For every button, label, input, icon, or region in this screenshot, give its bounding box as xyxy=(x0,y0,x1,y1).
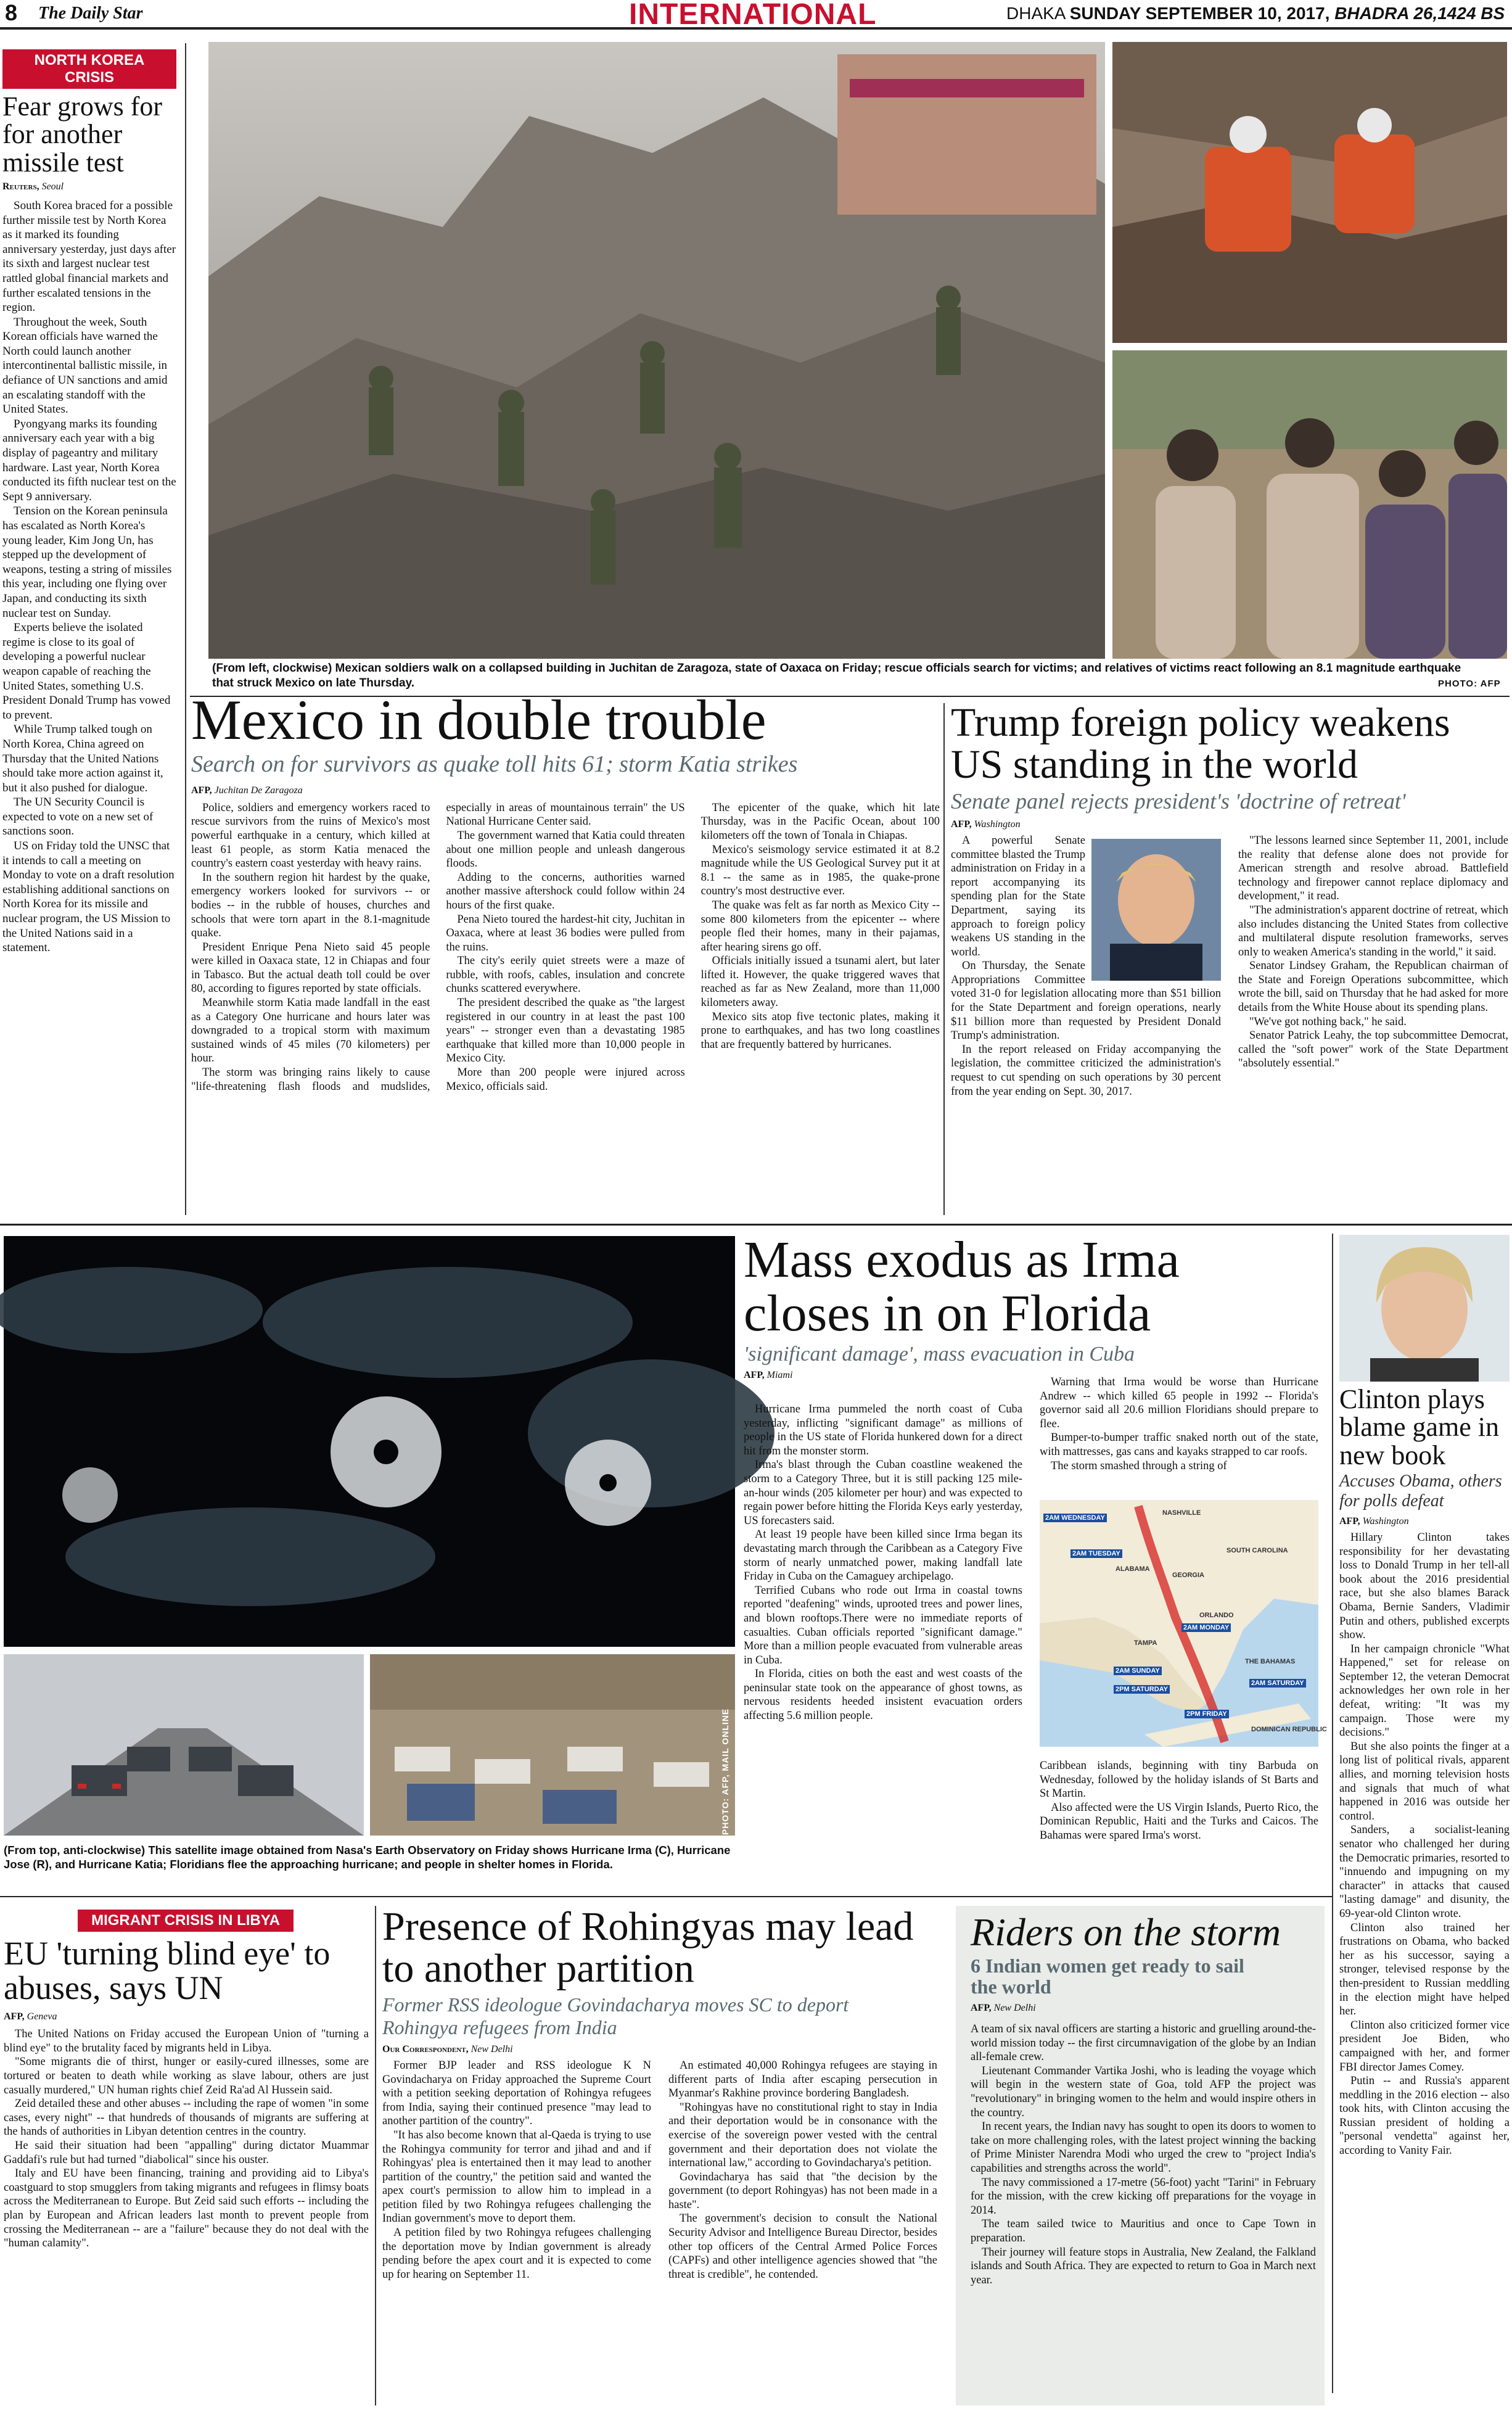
paragraph: The president described the quake as "the largest registered in our country in at least the past 100 years" -- stronger even than a devastating 1985 earthquake that killed more than 10,000 people in Mexico City. xyxy=(446,997,685,1065)
dateline xyxy=(1006,4,1505,23)
story-kicker: MIGRANT CRISIS IN LIBYA xyxy=(78,1910,294,1932)
paragraph: Their journey will feature stops in Australia, New Zealand, the Falkland islands and South Africa. They are expected to return to Goa in March next year. xyxy=(971,2246,1316,2286)
irma-photo-caption: (From top, anti-clockwise) This satellite image obtained from Nasa's Earth Observatory on Friday shows Hurricane Irma (C), Hurricane Jose (R), and Hurricane Katia; Floridians flee the approaching hurricane; and people in shelter homes in Florida. xyxy=(4,1844,731,1871)
paragraph: Clinton also criticized former vice president Joe Biden, who campaigned with her, and former FBI director James Comey. xyxy=(1339,2019,1510,2074)
paragraph: Bumper-to-bumper traffic snaked north out of the state, with mattresses, gas cans and kayaks strapped to car roofs. xyxy=(1040,1432,1318,1458)
dateline-city: DHAKA xyxy=(1006,4,1065,23)
map-label: 2AM TUESDAY xyxy=(1070,1549,1122,1558)
section-title: INTERNATIONAL xyxy=(629,0,877,31)
story-deck: Former RSS ideologue Govindacharya moves SC to deport Rohingya refugees from India xyxy=(382,1993,849,2038)
map-label: SOUTH CAROLINA xyxy=(1226,1547,1288,1554)
story-byline: AFP, Miami xyxy=(744,1370,793,1381)
shelter-home-photo xyxy=(370,1654,735,1836)
paragraph: But she also points the finger at a long list of political rivals, apparent allies, and morning television hosts and signals that much of what happened in 2016 was outside her control. xyxy=(1339,1740,1510,1823)
story-body xyxy=(951,834,1508,1216)
paragraph: Irma's blast through the Cuban coastline weakened the storm to a Category Three, but it is still packing 125 mile-an-hour winds (205 kilometer per hour) and was expected to regain power before hitting the Florida Keys early yesterday, US forecasters said. xyxy=(744,1459,1022,1527)
story-headline: Fear grows for for another missile test xyxy=(2,91,163,178)
paragraph: South Korea braced for a possible further missile test by North Korea as it marked its founding anniversary yesterday, just days after its sixth and largest nuclear test rattled global financial markets and further escalated tensions in the region. xyxy=(2,199,176,315)
paragraph: The storm was bringing rains likely to cause "life-threatening flash floods and mudslides, especially in areas of mountainous terrain" the US National Hurricane Center said. xyxy=(191,801,685,1093)
map-label: GEORGIA xyxy=(1172,1572,1204,1579)
story-byline: AFP, New Delhi xyxy=(971,2003,1036,2013)
irma-body-col1 xyxy=(744,1403,1022,1890)
dateline-bangla-date: BHADRA 26,1424 BS xyxy=(1334,4,1505,23)
paragraph: Also affected were the US Virgin Islands, Puerto Rico, the Dominican Republic, Haiti and the Turks and Caicos. The Bahamas were spared Irma's worst. xyxy=(1040,1801,1318,1842)
paragraph: Former BJP leader and RSS ideologue K N Govindacharya on Friday approached the Supreme Court with a petition seeking deportation of Rohingya refugees from India, saying their continued presence "may lead to another partition of the country". xyxy=(382,2059,651,2128)
paragraph: Sanders, a socialist-leaning senator who challenged her during the Democratic primaries, resorted to "innuendo and impugning on my character" in attacks that caused "lasting damage" and disunity, the 69-year-old Clinton wrote. xyxy=(1339,1824,1510,1920)
paragraph: Zeid detailed these and other abuses -- including the rape of women "in some cases, every night" -- that hundreds of thousands of migrants are suffering at the hands of authorities in Libyan detention centres in the country. xyxy=(4,2098,369,2138)
hurricane-satellite-image xyxy=(4,1236,735,1647)
story-byline: AFP, Geneva xyxy=(4,2011,57,2022)
story-headline: Clinton plays blame game in new book xyxy=(1339,1384,1500,1470)
paragraph: A petition filed by two Rohingya refugees challenging the deportation move by Indian government is already pending before the apex court and it is expected to come up for hearing on September 11. xyxy=(382,2227,651,2281)
story-byline: AFP, Washington xyxy=(951,818,1021,830)
story-byline: Our Correspondent, New Delhi xyxy=(382,2043,513,2055)
section-rule xyxy=(0,1896,1332,1897)
mexico-photo-caption: (From left, clockwise) Mexican soldiers walk on a collapsed building in Juchitan de Zaragoza, state of Oaxaca on Friday; rescue officials search for victims; and relatives of victims react following an 8.1 magnitude earthquake that struck Mexico on late Thursday. xyxy=(212,662,1461,690)
column-rule xyxy=(1332,1234,1333,2393)
paragraph: President Enrique Pena Nieto said 45 people were killed in Oaxaca state, 12 in Chiapas and four in Tabasco. But the actual death toll could be over 80, according to figures reported by state officials. xyxy=(191,941,430,995)
paragraph: Caribbean islands, beginning with tiny Barbuda on Wednesday, followed by the holiday islands of St Barts and St Martin. xyxy=(1040,1760,1318,1800)
paragraph: In recent years, the Indian navy has sought to open its doors to women to take on more challenging roles, with the latest project winning the backing of Prime Minister Narendra Modi who urged the crew to "project India's capabilities and strengths across the world". xyxy=(971,2120,1316,2175)
paragraph: Officials initially issued a tsunami alert, but later lifted it. However, the quake triggered waves that reached as far as New Zealand, more than 11,000 kilometers away. xyxy=(701,955,940,1010)
story-deck: 6 Indian women get ready to sail the world xyxy=(971,1954,1244,1998)
paragraph: Meanwhile storm Katia made landfall in the east as a Category One hurricane and hours later was downgraded to a tropical storm with maximum sustained winds of 45 miles (70 kilometers) per hour. xyxy=(191,997,430,1065)
paragraph: Mexico sits atop five tectonic plates, making it prone to earthquakes, and has two long coastlines that are frequently battered by hurricanes. xyxy=(701,1010,940,1051)
irma-body-col2-bottom xyxy=(1040,1759,1318,1889)
paragraph: A powerful Senate committee blasted the Trump administration on Friday in a report accompanying its spending plan for the State Department, saying its approach to foreign policy weakens US standing in the world. xyxy=(951,834,1085,958)
riders-story xyxy=(956,1906,1325,2405)
column-rule xyxy=(943,703,945,1215)
map-label: 2AM MONDAY xyxy=(1181,1623,1231,1632)
section-rule xyxy=(0,1224,1512,1226)
paragraph: The navy commissioned a 17-metre (56-foot) yacht "Tarini" in February for the mission, with the crew kicking off preparations for the voyage in 2014. xyxy=(971,2176,1316,2217)
story-body xyxy=(382,2059,937,2404)
map-label: NASHVILLE xyxy=(1162,1509,1201,1517)
paragraph: Tension on the Korean peninsula has escalated as North Korea's young leader, Kim Jong Un, has stepped up the development of weapons, testing a string of missiles this year, including one flying over Japan, and conducting its sixth nuclear test on Sunday. xyxy=(2,505,172,620)
paragraph: Adding to the concerns, authorities warned another massive aftershock could follow within 24 hours of the first quake. xyxy=(446,871,685,912)
paragraph: Pena Nieto toured the hardest-hit city, Juchitan in Oaxaca, where at least 36 bodies were pulled from the ruins. xyxy=(446,913,685,954)
paragraph: "Some migrants die of thirst, hunger or easily-cured illnesses, some are tortured or beaten to death while working as slave labour, others are just casually murdered," UN human rights chief Zeid Ra'ad Al Hussein said. xyxy=(4,2056,369,2096)
column-rule xyxy=(185,43,186,1215)
story-deck: Senate panel rejects president's 'doctrine of retreat' xyxy=(951,788,1406,814)
story-body xyxy=(2,199,176,955)
paper-logo: The Daily Star xyxy=(38,4,143,23)
paragraph: The government warned that Katia could threaten about one million people and unleash dangerous floods. xyxy=(446,829,685,870)
paragraph: Putin -- and Russia's apparent meddling in the 2016 election -- also took hits, with Clinton accusing the Russian president of holding a "personal vendetta" against her, according to Vanity Fair. xyxy=(1339,2075,1510,2158)
map-label: TAMPA xyxy=(1134,1639,1157,1647)
paragraph: In the report released on Friday accompanying the legislation, the committee criticized the administration's request to cut spending on such operations by 30 percent from the year ending on Sept. 30, 2017. xyxy=(951,1043,1221,1098)
map-label: DOMINICAN REPUBLIC xyxy=(1251,1726,1327,1733)
irma-body-col2-top xyxy=(1040,1375,1318,1499)
paragraph: Terrified Cubans who rode out Irma in coastal towns reported "deafening" winds, uprooted trees and power lines, and blown rooftops.There were no immediate reports of casualties. Cuban officials reported "significant damage." More than a million people evacuated from vulnerable areas in Cuba. xyxy=(744,1584,1022,1667)
story-headline: Riders on the storm xyxy=(971,1910,1281,1954)
libya-story xyxy=(4,1910,369,2403)
paragraph: Lieutenant Commander Vartika Joshi, who is leading the voyage which will begin in the western state of Goa, told AFP the project was "revolutionary" in bringing women to the helm and would inspire others in the country. xyxy=(971,2064,1316,2119)
paragraph: While Trump talked tough on North Korea, China agreed on Thursday that the United Nations should take more action against it, but it also pushed for dialogue. xyxy=(2,723,163,794)
paragraph: A team of six naval officers are starting a historic and gruelling around-the-world mission today -- the first circumnavigation of the globe by an Indian all-female crew. xyxy=(971,2023,1316,2064)
page-number: 8 xyxy=(5,0,18,25)
paragraph: At least 19 people have been killed since Irma began its devastating march through the Caribbean as a Category Five storm of nearly unmatched power, making landfall late Friday in Cuba on the Camaguey archipelago. xyxy=(744,1528,1022,1583)
paragraph: US on Friday told the UNSC that it intends to call a meeting on Monday to vote on a draft resolution establishing additional sanctions on North Korea for its missile and nuclear program, the US Mission to the United Nations said in a statement. xyxy=(2,839,175,955)
paragraph: "It has also become known that al-Qaeda is trying to use the Rohingya community for terror and jihad and and if Rohingyas' plea is entertained then it may lead to another partition of the country," the petition said and wanted the apex court's permission to allow him to implead in a petition filed by two Rohingya refugees challenging the Indian government's move to deport them. xyxy=(382,2129,651,2225)
story-headline: EU 'turning blind eye' to abuses, says UN xyxy=(4,1935,331,2006)
paragraph: The quake was felt as far north as Mexico City -- some 800 kilometers from the epicenter -- where people fled their homes, many in their pajamas, after hearing sirens go off. xyxy=(701,899,940,954)
paragraph: Warning that Irma would be worse than Hurricane Andrew -- which killed 65 people in 1992 -- Florida's governor said all 20.6 million Floridians should prepare to flee. xyxy=(1040,1376,1318,1430)
story-byline: Reuters, Seoul xyxy=(2,181,64,192)
map-label: 2AM SATURDAY xyxy=(1249,1679,1306,1688)
photo-credit: PHOTO: AFP, MAIL ONLINE xyxy=(720,1708,730,1835)
story-byline: AFP, Juchitan De Zaragoza xyxy=(191,785,303,796)
paragraph: The government's decision to consult the National Security Advisor and Intelligence Bureau Director, besides other top officers of the Central Armed Police Forces (CAPFs) and other intelligence agencies showed that "the threat is credible", he contended. xyxy=(668,2212,937,2281)
story-headline: Mexico in double trouble xyxy=(191,688,766,751)
trump-story xyxy=(951,702,1508,1220)
paragraph: Police, soldiers and emergency workers raced to rescue survivors from the ruins of Mexico's most powerful earthquake in a century, which killed at least 61 people, as storm Katia menaced the country's eastern coast yesterday with heavy rains. xyxy=(191,801,430,870)
paragraph: Italy and EU have been financing, training and providing aid to Libya's coastguard to stop smugglers from taking migrants and refugees in flimsy boats across the Mediterranean to Europe. But Zeid said such efforts -- including the plan by European and African leaders last month to prevent people from crossing the Mediterranean -- are a "failure" because they do not deal with the "human calamity". xyxy=(4,2167,369,2250)
soldiers-rubble-photo xyxy=(208,42,1105,659)
paragraph: Mexico's seismology service estimated it at 8.2 magnitude while the US Geological Survey put it at 8.1 -- the same as in 1985, the quake-prone country's most destructive ever. xyxy=(701,843,940,898)
photo-credit: PHOTO: AFP xyxy=(1438,678,1501,689)
paragraph: Throughout the week, South Korean officials have warned the North could launch another intercontinental ballistic missile, in defiance of UN sanctions and amid an escalating standoff with the United States. xyxy=(2,315,168,416)
map-label: ALABAMA xyxy=(1116,1565,1150,1573)
paragraph: The United Nations on Friday accused the European Union of "turning a blind eye" to the brutality faced by migrants held in Libya. xyxy=(4,2028,369,2055)
masthead xyxy=(0,0,1512,30)
paragraph: "The administration's apparent doctrine of retreat, which also includes distancing the United States from collective and multilateral dispute resolution frameworks, serves only to weaken America's standing in the world," it said. xyxy=(1238,904,1508,958)
story-headline: Presence of Rohingyas may lead to another partition xyxy=(382,1904,914,1991)
paragraph: An estimated 40,000 Rohingya refugees are staying in different parts of India after escaping persecution in Myanmar's Rakhine province bordering Bangladesh. xyxy=(668,2059,937,2100)
paragraph: The team sailed twice to Mauritius and once to Cape Town in preparation. xyxy=(971,2218,1316,2244)
paragraph: Senator Patrick Leahy, the top subcommittee Democrat, called the "soft power" work of the State Department "absolutely essential." xyxy=(1238,1029,1508,1070)
paragraph: The storm smashed through a string of xyxy=(1051,1459,1227,1472)
paragraph: Hillary Clinton takes responsibility for her devastating loss to Donald Trump in her tell-all book about the 2016 presidential race, but she also blames Barack Obama, Bernie Sanders, Vladimir Putin and others, published excerpts show. xyxy=(1339,1531,1510,1642)
story-deck: Accuses Obama, others for polls defeat xyxy=(1339,1471,1502,1510)
dateline-date: SUNDAY SEPTEMBER 10, 2017, xyxy=(1069,4,1330,23)
paragraph: In the southern region hit hardest by the quake, emergency workers looked for survivors -- or bodies -- in the rubble of houses, churches and schools that were torn apart in the 8.1-magnitude quake. xyxy=(191,871,430,940)
story-body xyxy=(4,2027,369,2251)
map-label: 2PM FRIDAY xyxy=(1185,1710,1229,1718)
paragraph: Hurricane Irma pummeled the north coast of Cuba yesterday, inflicting "significant damage" as millions of people in the US state of Florida hunkered down for a direct hit from the monster storm. xyxy=(744,1403,1022,1457)
paragraph: Pyongyang marks its founding anniversary each year with a big display of pageantry and military hardware. Last year, North Korea conducted its fifth nuclear test on the Sept 9 anniversary. xyxy=(2,417,176,503)
column-rule xyxy=(375,1906,376,2405)
paragraph: In Florida, cities on both the east and west coasts of the peninsular state took on the appearance of ghost towns, as nervous residents heeded insistent evacuation orders affecting 5.6 million people. xyxy=(744,1668,1022,1723)
traffic-evacuation-photo xyxy=(4,1654,364,1836)
map-label: 2AM WEDNESDAY xyxy=(1043,1514,1107,1522)
paragraph: "We've got nothing back," he said. xyxy=(1249,1015,1407,1028)
map-label: 2PM SATURDAY xyxy=(1114,1685,1170,1694)
paragraph: Senator Lindsey Graham, the Republican chairman of the State and Foreign Operations subcommittee, which wrote the bill, said on Thursday that he had asked for more details from the White House about its spending plans. xyxy=(1238,960,1508,1015)
paragraph: Govindacharya has said that "the decision by the government (to deport Rohingyas) has not been made in a haste". xyxy=(668,2170,937,2211)
story-body xyxy=(971,2022,1316,2287)
map-label: THE BAHAMAS xyxy=(1245,1658,1296,1665)
story-deck: 'significant damage', mass evacuation in Cuba xyxy=(744,1343,1135,1366)
story-headline: Mass exodus as Irma closes in on Florida xyxy=(744,1231,1180,1342)
paragraph: More than 200 people were injured across Mexico, officials said. xyxy=(446,1066,685,1093)
paragraph: The UN Security Council is expected to vote on a new set of sanctions soon. xyxy=(2,796,154,838)
paragraph: The city's eerily quiet streets were a maze of rubble, with roofs, cables, insulation and concrete chunks scattered everywhere. xyxy=(446,955,685,995)
map-label: ORLANDO xyxy=(1199,1612,1234,1619)
paragraph: In her campaign chronicle "What Happened," set for release on September 12, the veteran Democrat acknowledges her own role in her defeat, writing: "It was my campaign. Those were my decisions." xyxy=(1339,1642,1510,1739)
story-deck: Search on for survivors as quake toll hits 61; storm Katia strikes xyxy=(191,751,798,777)
paragraph: He said their situation had been "appalling" during dictator Muammar Gaddafi's rule but had turned "diabolical" since his ouster. xyxy=(4,2139,369,2166)
story-body xyxy=(191,801,940,1202)
story-kicker: NORTH KOREA CRISIS xyxy=(2,49,176,89)
story-headline: Trump foreign policy weakens US standing in the world xyxy=(951,700,1450,787)
grieving-relatives-photo xyxy=(1112,350,1507,659)
irma-track-map xyxy=(1040,1500,1327,1747)
trump-portrait xyxy=(1091,839,1221,981)
map-label: 2AM SUNDAY xyxy=(1114,1667,1162,1675)
story-body xyxy=(1339,1531,1510,2158)
north-korea-story xyxy=(2,49,176,1197)
mexico-story xyxy=(191,688,940,1221)
rohingya-story xyxy=(382,1906,937,2405)
story-byline: AFP, Washington xyxy=(1339,1515,1409,1527)
paragraph: Clinton also trained her frustrations on Obama, who backed her as his successor, saying a stronger, televised response by the then-president to Russian meddling in the election might have helped her. xyxy=(1339,1921,1510,2018)
paragraph: "The lessons learned since September 11, 2001, include the reality that defense alone does not provide for American strength and resolve abroad. Battlefield technology and firepower cannot replace diplomacy and development," it read. xyxy=(1238,834,1508,903)
paragraph: Experts believe the isolated regime is close to its goal of developing a powerful nuclear weapon capable of reaching the United States, something U.S. President Donald Trump has vowed to prevent. xyxy=(2,621,171,722)
clinton-portrait xyxy=(1339,1235,1510,1382)
rescue-officials-photo xyxy=(1112,42,1507,343)
paragraph: On Thursday, the Senate Appropriations Committee voted 31-0 for legislation allocating more than $51 billion for the State Department and foreign operations, nearly $11 billion more than requested by President Donald Trump's administration. xyxy=(951,960,1221,1042)
paragraph: "Rohingyas have no constitutional right to stay in India and their deportation would be in consonance with the exercise of the sovereign power vested with the central government and their deportation does not violate the international law," according to Govindacharya's petition. xyxy=(668,2101,937,2170)
paragraph: The epicenter of the quake, which hit late Thursday, was in the Pacific Ocean, about 100 kilometers off the town of Tonala in Chiapas. xyxy=(701,801,940,842)
clinton-story xyxy=(1339,1235,1510,2407)
